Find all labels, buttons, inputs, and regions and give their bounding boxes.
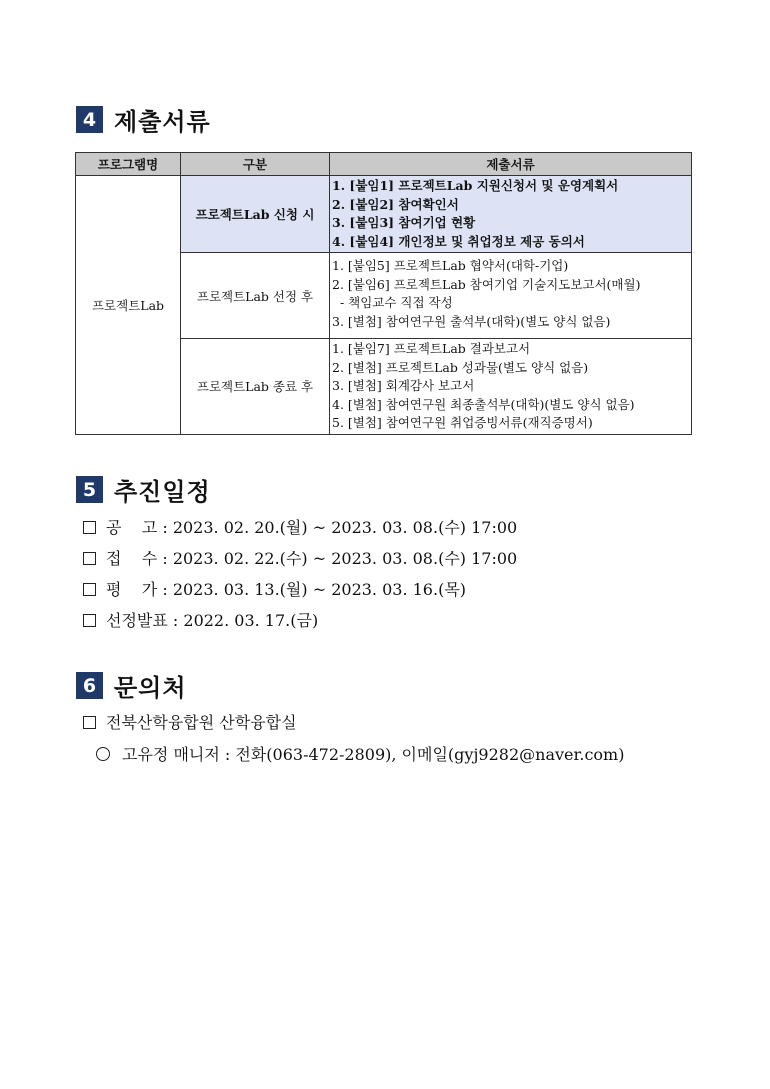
section-number: 5 <box>76 476 103 503</box>
checkbox-square-icon <box>83 716 96 729</box>
contact-person-text: 고유정 매니저 : 전화(063-472-2809), 이메일(gyj9282@naver.com) <box>122 745 625 764</box>
schedule-text: 선정발표 : 2022. 03. 17.(금) <box>106 611 319 630</box>
document-item: 2. [붙임2] 참여확인서 <box>332 196 459 212</box>
checkbox-square-icon <box>83 583 96 596</box>
section-number: 6 <box>76 672 103 699</box>
document-item: 3. [별첨] 참여연구원 출석부(대학)(별도 양식 없음) <box>332 313 611 329</box>
row-category: 프로젝트Lab 종료 후 <box>181 339 330 435</box>
document-list <box>330 176 692 253</box>
document-list <box>330 339 692 435</box>
table-header-row <box>76 153 692 176</box>
section-6-heading <box>76 668 187 703</box>
document-item: 5. [별첨] 참여연구원 취업증빙서류(재직증명서) <box>332 415 593 430</box>
document-item: 4. [붙임4] 개인정보 및 취업정보 제공 동의서 <box>332 233 585 249</box>
header-documents: 제출서류 <box>330 153 692 176</box>
schedule-item <box>83 546 517 569</box>
document-item: 1. [붙임5] 프로젝트Lab 협약서(대학-기업) <box>332 258 569 273</box>
document-list <box>330 253 692 339</box>
program-name: 프로젝트Lab <box>76 176 181 435</box>
contact-person <box>96 742 624 765</box>
contact-org <box>83 710 297 733</box>
document-item: 3. [붙임3] 참여기업 현황 <box>332 215 476 230</box>
section-number: 4 <box>76 106 103 133</box>
schedule-text: 접 수 : 2023. 02. 22.(수) ~ 2023. 03. 08.(수) 17:00 <box>106 549 518 568</box>
section-title: 문의처 <box>114 674 187 702</box>
checkbox-square-icon <box>83 521 96 534</box>
circle-bullet-icon <box>96 747 110 761</box>
schedule-item <box>83 577 466 600</box>
section-5-heading <box>76 472 211 507</box>
checkbox-square-icon <box>83 552 96 565</box>
contact-org-text: 전북산학융합원 산학융합실 <box>106 713 297 732</box>
schedule-text: 평 가 : 2023. 03. 13.(월) ~ 2023. 03. 16.(목) <box>106 580 467 599</box>
schedule-item <box>83 515 517 538</box>
document-item: 2. [붙임6] 프로젝트Lab 참여기업 기술지도보고서(매월) <box>332 276 641 292</box>
header-program: 프로그램명 <box>76 153 181 176</box>
header-category: 구분 <box>181 153 330 176</box>
document-item: 3. [별첨] 회계감사 보고서 <box>332 378 475 393</box>
row-category: 프로젝트Lab 선정 후 <box>181 253 330 339</box>
document-item: 1. [붙임7] 프로젝트Lab 결과보고서 <box>332 341 531 356</box>
table-row <box>76 176 692 253</box>
schedule-item <box>83 608 318 631</box>
schedule-text: 공 고 : 2023. 02. 20.(월) ~ 2023. 03. 08.(수) 17:00 <box>106 518 518 537</box>
section-title: 추진일정 <box>114 478 211 506</box>
document-item: - 책임교수 직접 작성 <box>332 295 453 310</box>
document-item: 2. [별첨] 프로젝트Lab 성과물(별도 양식 없음) <box>332 359 589 375</box>
section-4-heading <box>76 102 211 137</box>
section-title: 제출서류 <box>114 108 211 136</box>
checkbox-square-icon <box>83 614 96 627</box>
row-category: 프로젝트Lab 신청 시 <box>181 176 330 253</box>
document-item: 4. [별첨] 참여연구원 최종출석부(대학)(별도 양식 없음) <box>332 396 635 412</box>
document-item: 1. [붙임1] 프로젝트Lab 지원신청서 및 운영계획서 <box>332 178 619 193</box>
documents-table <box>75 152 692 435</box>
